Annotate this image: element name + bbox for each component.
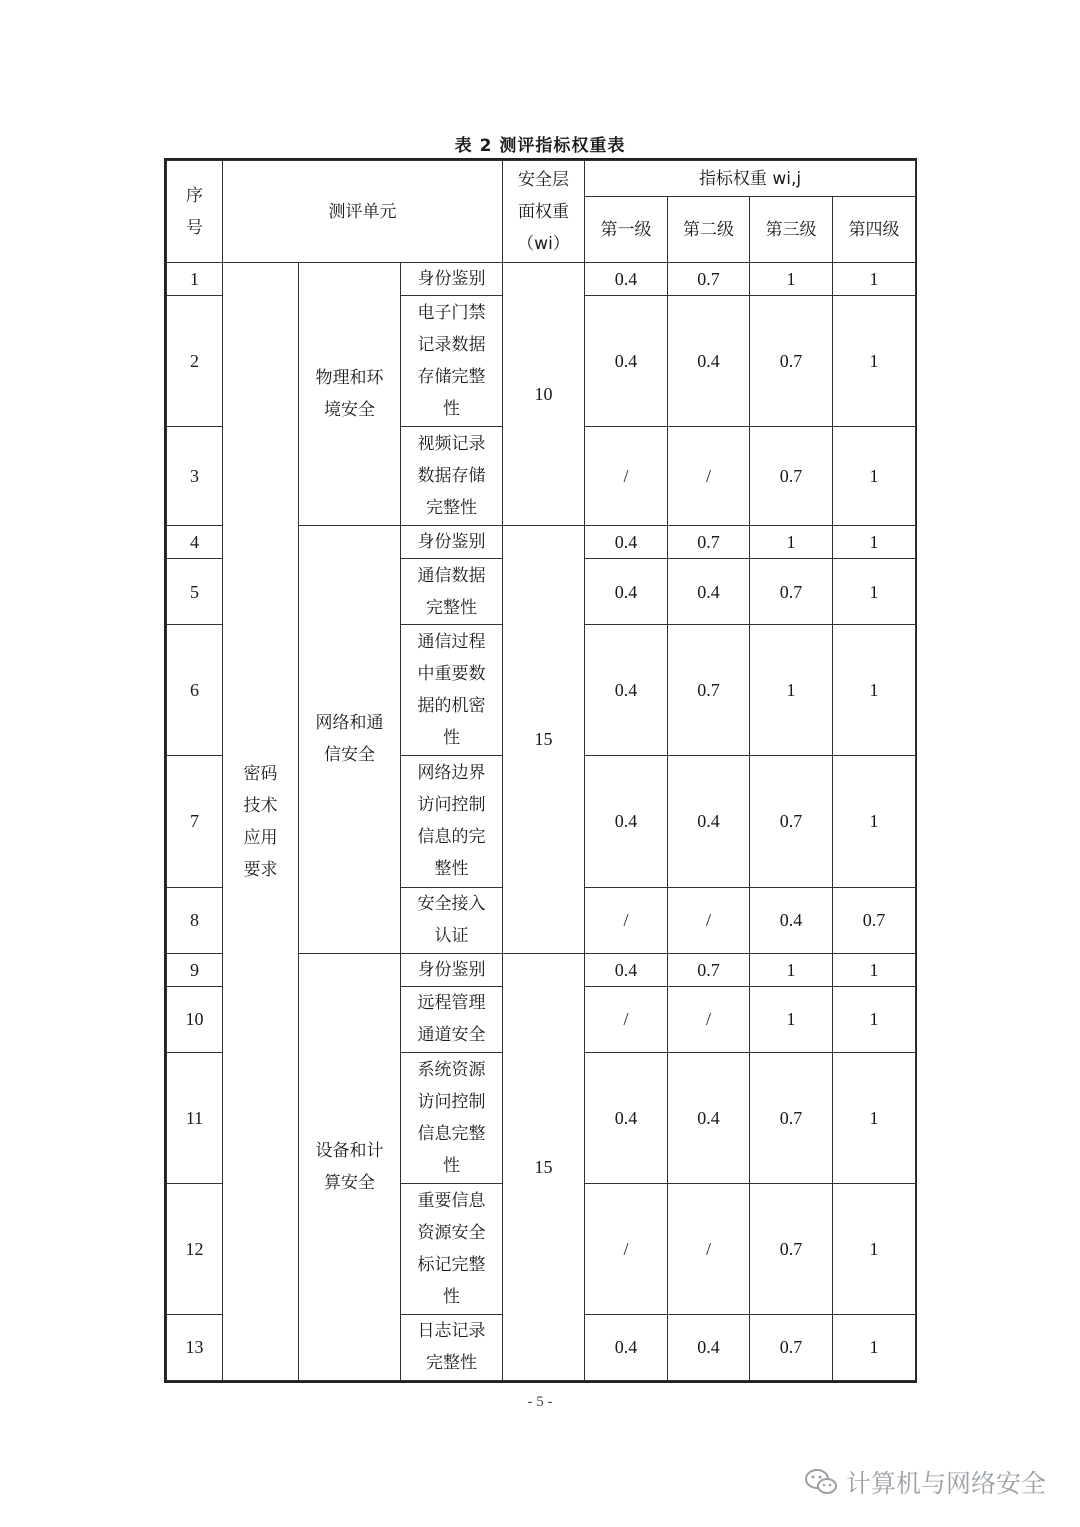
weight-level-3: 0.7: [750, 756, 833, 887]
weight-level-3: 0.7: [750, 1314, 833, 1380]
wechat-icon: [804, 1467, 838, 1497]
group-name: 网络和通信安全: [315, 713, 384, 766]
weight-level-3: 0.7: [750, 296, 833, 427]
weight-level-2: /: [668, 887, 750, 953]
weight-level-4: 1: [833, 559, 916, 625]
header-level-1: 第一级: [585, 197, 668, 263]
weight-level-4: 1: [833, 756, 916, 887]
table-title: 表 2 测评指标权重表: [454, 136, 626, 156]
weight-table-frame: [164, 158, 917, 1383]
item-cell: [401, 953, 503, 986]
item-cell: [401, 625, 503, 756]
item-name: 身份鉴别: [417, 959, 486, 980]
weight-level-4: 1: [833, 1183, 916, 1314]
watermark-text: 计算机与网络安全: [845, 1469, 1046, 1498]
item-cell: [401, 1183, 503, 1314]
row-seq: 10: [167, 986, 223, 1052]
weight-level-3: 0.7: [750, 1183, 833, 1314]
category-cell: [223, 263, 299, 1381]
weight-level-2: /: [668, 1183, 750, 1314]
item-cell: [401, 427, 503, 526]
item-name: 通信过程中重要数据的机密性: [417, 632, 486, 749]
weight-level-1: 0.4: [585, 526, 668, 559]
weight-level-1: 0.4: [585, 953, 668, 986]
row-seq: 6: [167, 625, 223, 756]
weight-level-3: 0.7: [750, 427, 833, 526]
header-layer-weight: 安全层面权重 （wi）: [503, 161, 585, 263]
header-unit: 测评单元: [223, 161, 503, 263]
item-name: 通信数据完整性: [417, 565, 486, 618]
row-seq: 1: [167, 263, 223, 296]
weight-level-2: /: [668, 427, 750, 526]
header-index-weight: 指标权重 wi,j: [585, 161, 916, 197]
group-name: 设备和计算安全: [315, 1140, 384, 1193]
item-name: 系统资源访问控制信息完整性: [417, 1059, 486, 1176]
item-cell: [401, 756, 503, 887]
weight-level-1: 0.4: [585, 1052, 668, 1183]
row-seq: 13: [167, 1314, 223, 1380]
row-seq: 8: [167, 887, 223, 953]
group-cell: [299, 953, 401, 1380]
row-seq: 12: [167, 1183, 223, 1314]
weight-level-3: 1: [750, 953, 833, 986]
weight-level-4: 1: [833, 526, 916, 559]
table-body: [167, 263, 916, 1381]
header-level-4: 第四级: [833, 197, 916, 263]
weight-level-3: 1: [750, 625, 833, 756]
header-layer-weight-symbol: （wi）: [517, 233, 570, 254]
item-cell: [401, 296, 503, 427]
weight-level-1: 0.4: [585, 296, 668, 427]
group-cell: [299, 263, 401, 526]
category-label: 密码技术应用要求: [243, 763, 278, 880]
row-seq: 3: [167, 427, 223, 526]
weight-level-4: 0.7: [833, 887, 916, 953]
weight-level-2: 0.7: [668, 263, 750, 296]
weight-level-1: 0.4: [585, 625, 668, 756]
weight-level-3: 1: [750, 263, 833, 296]
item-cell: [401, 559, 503, 625]
watermark: [804, 1462, 1046, 1502]
item-name: 身份鉴别: [417, 269, 486, 290]
item-name: 网络边界访问控制信息的完整性: [417, 763, 486, 880]
weight-level-4: 1: [833, 1314, 916, 1380]
row-seq: 4: [167, 526, 223, 559]
group-cell: [299, 526, 401, 953]
item-cell: [401, 986, 503, 1052]
item-name: 身份鉴别: [417, 532, 486, 553]
item-cell: [401, 1314, 503, 1380]
weight-level-4: 1: [833, 986, 916, 1052]
weight-level-2: 0.4: [668, 559, 750, 625]
row-seq: 7: [167, 756, 223, 887]
item-cell: [401, 526, 503, 559]
header-level-3: 第三级: [750, 197, 833, 263]
row-seq: 2: [167, 296, 223, 427]
weight-level-3: 1: [750, 526, 833, 559]
weight-level-4: 1: [833, 625, 916, 756]
weight-level-2: 0.4: [668, 296, 750, 427]
weight-level-1: /: [585, 1183, 668, 1314]
weight-table: [166, 160, 916, 1381]
row-seq: 9: [167, 953, 223, 986]
row-seq: 11: [167, 1052, 223, 1183]
row-seq: 5: [167, 559, 223, 625]
header-level-2: 第二级: [668, 197, 750, 263]
weight-level-1: 0.4: [585, 1314, 668, 1380]
item-name: 远程管理通道安全: [417, 993, 486, 1046]
weight-level-1: /: [585, 986, 668, 1052]
item-name: 重要信息资源安全标记完整性: [417, 1190, 486, 1307]
table-row: [167, 263, 916, 296]
weight-level-1: 0.4: [585, 756, 668, 887]
weight-level-3: 0.7: [750, 1052, 833, 1183]
layer-weight-cell: 15: [503, 526, 585, 953]
item-name: 电子门禁记录数据存储完整性: [417, 303, 486, 420]
weight-level-3: 0.4: [750, 887, 833, 953]
header-seq: 序号: [167, 161, 223, 263]
weight-level-2: 0.4: [668, 756, 750, 887]
layer-weight-cell: 10: [503, 263, 585, 526]
item-cell: [401, 1052, 503, 1183]
weight-level-2: 0.7: [668, 953, 750, 986]
layer-weight-cell: 15: [503, 953, 585, 1380]
weight-level-1: 0.4: [585, 263, 668, 296]
weight-level-1: /: [585, 427, 668, 526]
weight-level-2: 0.4: [668, 1052, 750, 1183]
weight-level-4: 1: [833, 427, 916, 526]
weight-level-1: /: [585, 887, 668, 953]
item-name: 日志记录完整性: [417, 1321, 486, 1374]
weight-level-2: 0.7: [668, 526, 750, 559]
weight-level-4: 1: [833, 263, 916, 296]
page-number: - 5 -: [527, 1394, 553, 1410]
item-cell: [401, 887, 503, 953]
weight-level-2: 0.4: [668, 1314, 750, 1380]
weight-level-4: 1: [833, 953, 916, 986]
weight-level-2: /: [668, 986, 750, 1052]
weight-level-4: 1: [833, 1052, 916, 1183]
weight-level-4: 1: [833, 296, 916, 427]
item-name: 安全接入认证: [417, 894, 486, 947]
weight-level-2: 0.7: [668, 625, 750, 756]
weight-level-3: 0.7: [750, 559, 833, 625]
weight-level-3: 1: [750, 986, 833, 1052]
item-name: 视频记录数据存储完整性: [417, 434, 486, 519]
group-name: 物理和环境安全: [315, 368, 384, 421]
weight-level-1: 0.4: [585, 559, 668, 625]
item-cell: [401, 263, 503, 296]
